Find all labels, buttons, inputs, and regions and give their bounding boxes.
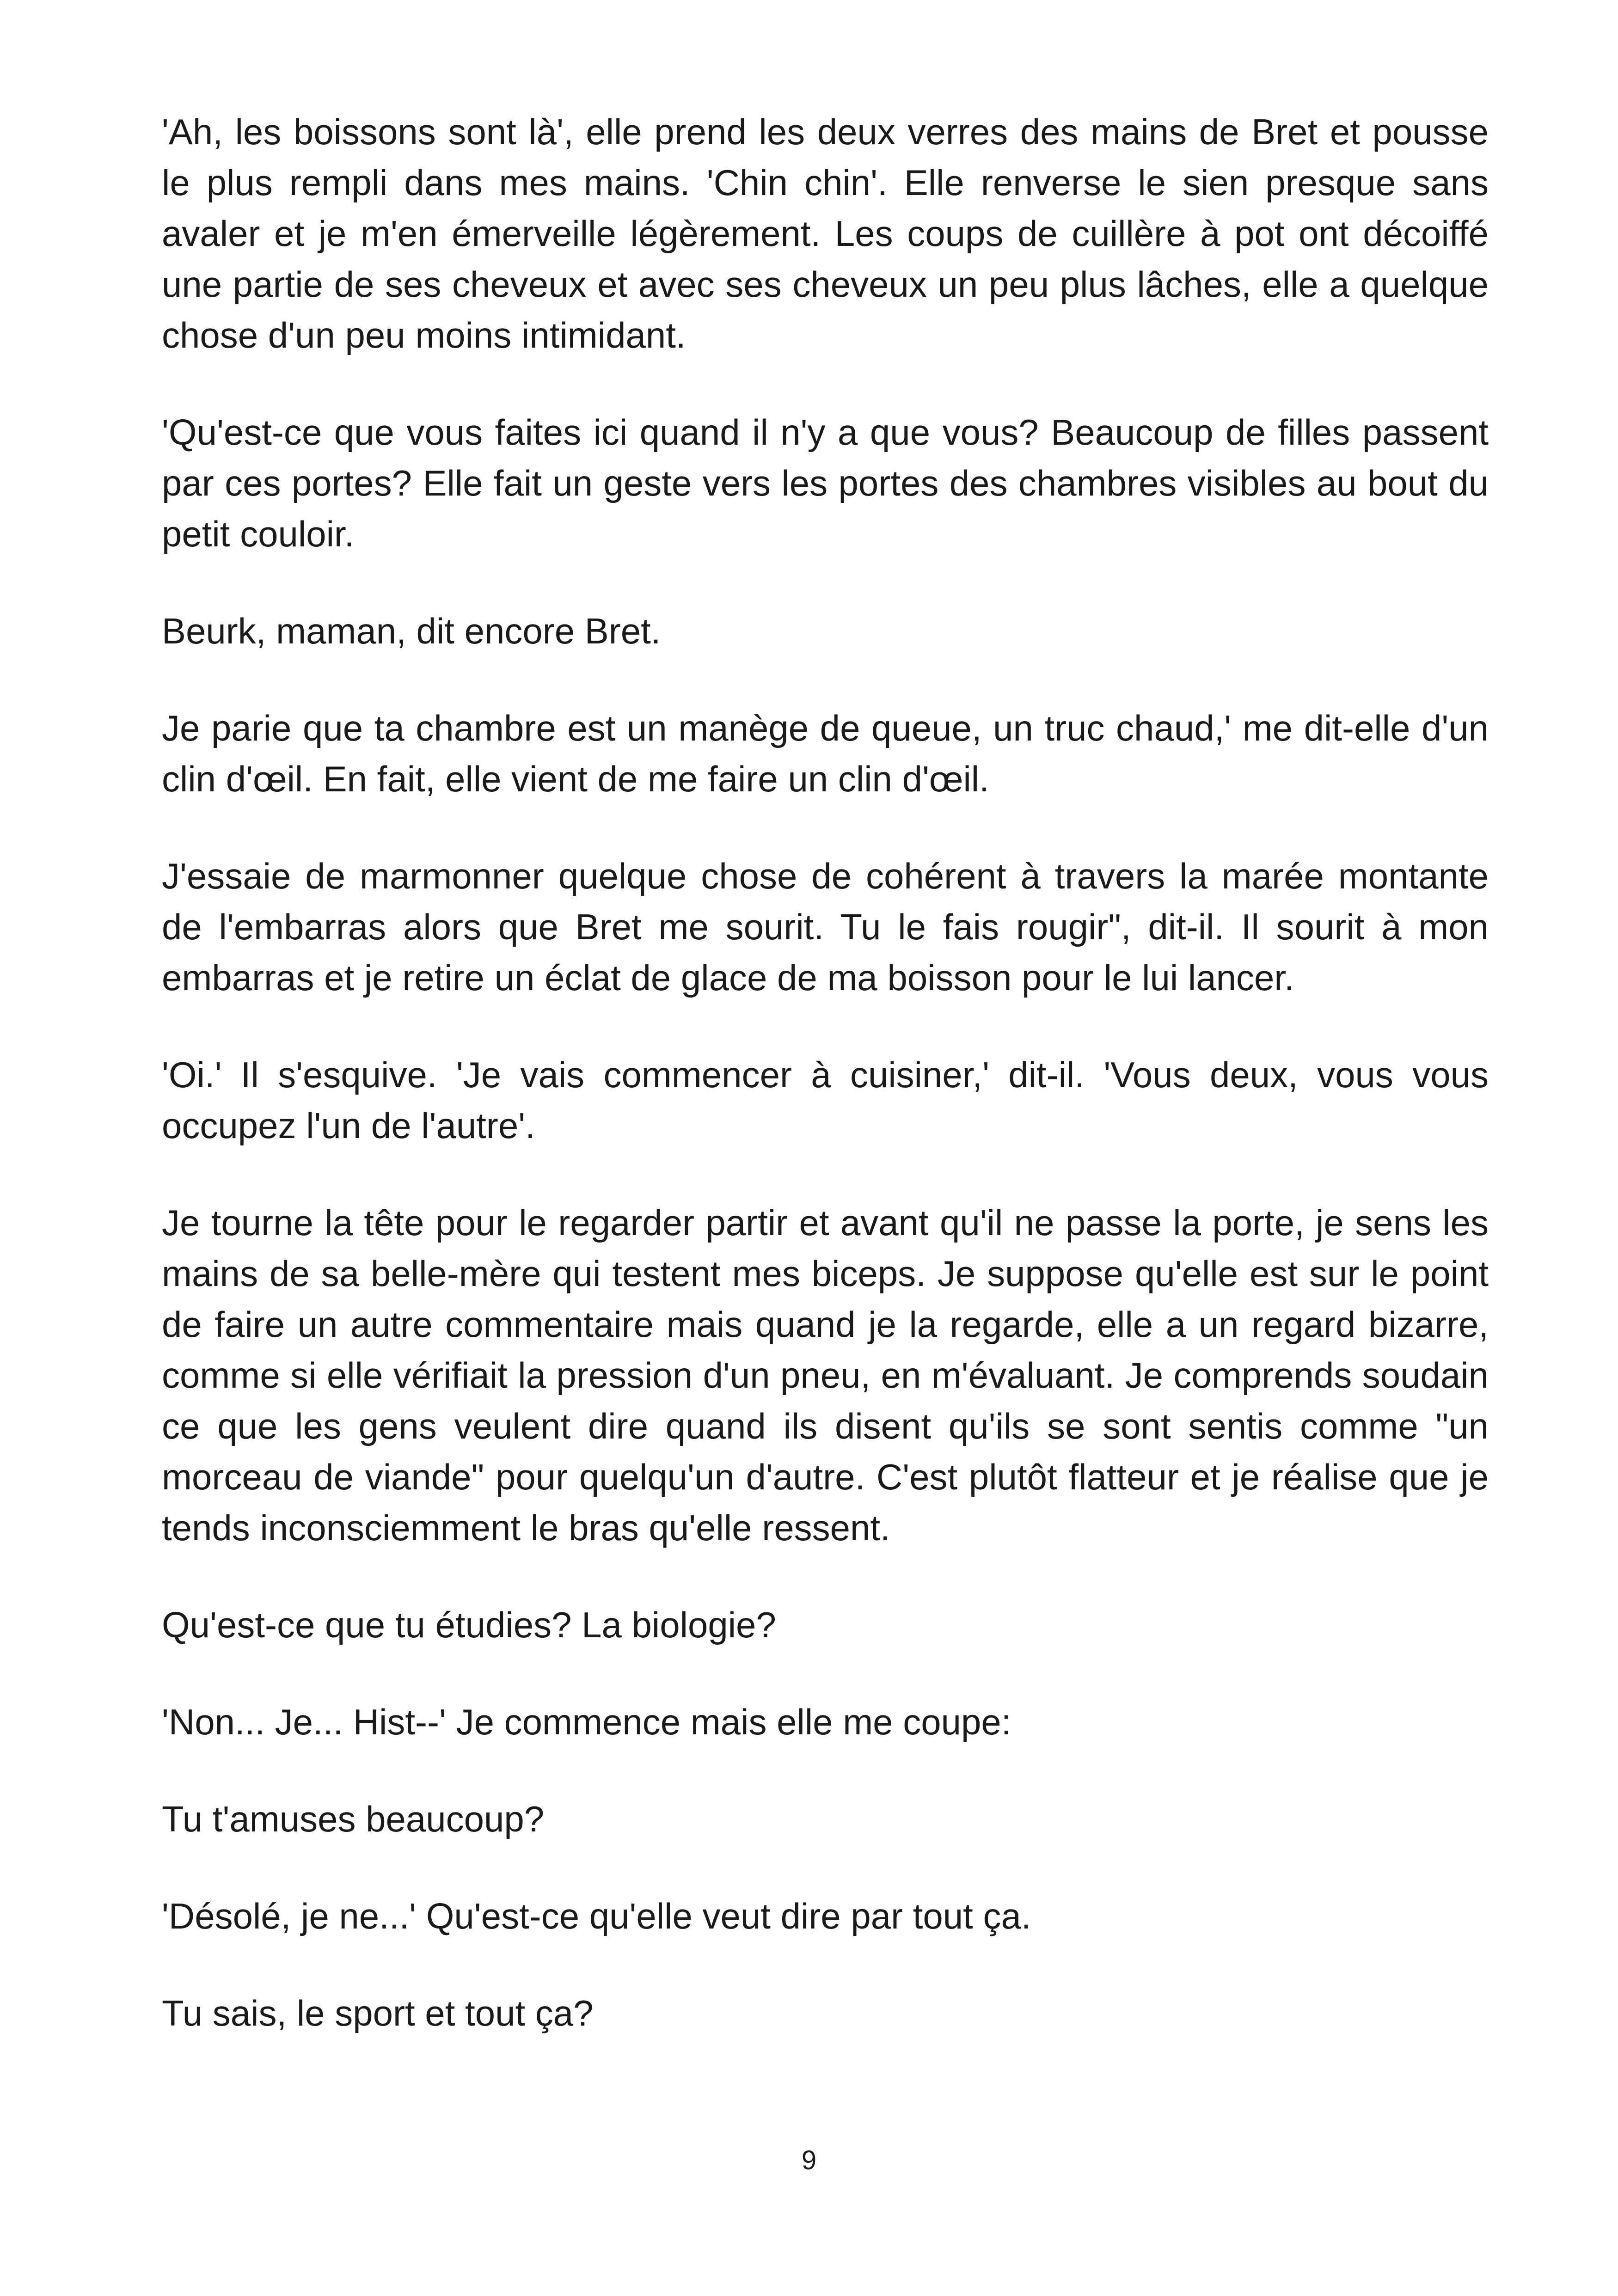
page-number: 9 bbox=[801, 2145, 817, 2175]
paragraph: Qu'est-ce que tu étudies? La biologie? bbox=[162, 1604, 776, 1645]
paragraph: 'Ah, les boissons sont là', elle prend les deux verres des mains de Bret et pousse le plus rempli dans mes mains. 'Chin chin'. Elle renverse le sien presque sans avaler et je m'en émerveille légèrement. Les coups de cuillère à pot ont décoiffé une partie de ses cheveux et avec ses cheveux un peu plus lâches, elle a quelque chose d'un peu moins intimidant. bbox=[162, 111, 1489, 355]
paragraph: Je tourne la tête pour le regarder partir et avant qu'il ne passe la porte, je sens les mains de sa belle-mère qui testent mes biceps. Je suppose qu'elle est sur le point de faire un autre commentaire mais quand je la regarde, elle a un regard bizarre, comme si elle vérifiait la pression d'un pneu, en m'évaluant. Je comprends soudain ce que les gens veulent dire quand ils disent qu'ils se sont sentis comme "un morceau de viande" pour quelqu'un d'autre. C'est plutôt flatteur et je réalise que je tends inconsciemment le bras qu'elle ressent. bbox=[162, 1202, 1489, 1548]
paragraph: J'essaie de marmonner quelque chose de cohérent à travers la marée montante de l'embarras alors que Bret me sourit. Tu le fais rougir", dit-il. Il sourit à mon embarras et je retire un éclat de glace de ma boisson pour le lui lancer. bbox=[162, 856, 1489, 998]
paragraph: Tu sais, le sport et tout ça? bbox=[162, 1993, 594, 2033]
paragraph: 'Désolé, je ne...' Qu'est-ce qu'elle veut dire par tout ça. bbox=[162, 1896, 1031, 1936]
paragraph: Beurk, maman, dit encore Bret. bbox=[162, 611, 661, 651]
paragraph: 'Oi.' Il s'esquive. 'Je vais commencer à cuisiner,' dit-il. 'Vous deux, vous vous occupez l'un de l'autre'. bbox=[162, 1054, 1489, 1146]
body-text bbox=[162, 106, 1489, 2085]
paragraph: Tu t'amuses beaucoup? bbox=[162, 1799, 545, 1839]
paragraph: 'Non... Je... Hist--' Je commence mais elle me coupe: bbox=[162, 1702, 1011, 1742]
paragraph: 'Qu'est-ce que vous faites ici quand il n'y a que vous? Beaucoup de filles passent par ces portes? Elle fait un geste vers les portes des chambres visibles au bout du petit couloir. bbox=[162, 412, 1489, 554]
paragraph: Je parie que ta chambre est un manège de queue, un truc chaud,' me dit-elle d'un clin d'œil. En fait, elle vient de me faire un clin d'œil. bbox=[162, 708, 1489, 799]
